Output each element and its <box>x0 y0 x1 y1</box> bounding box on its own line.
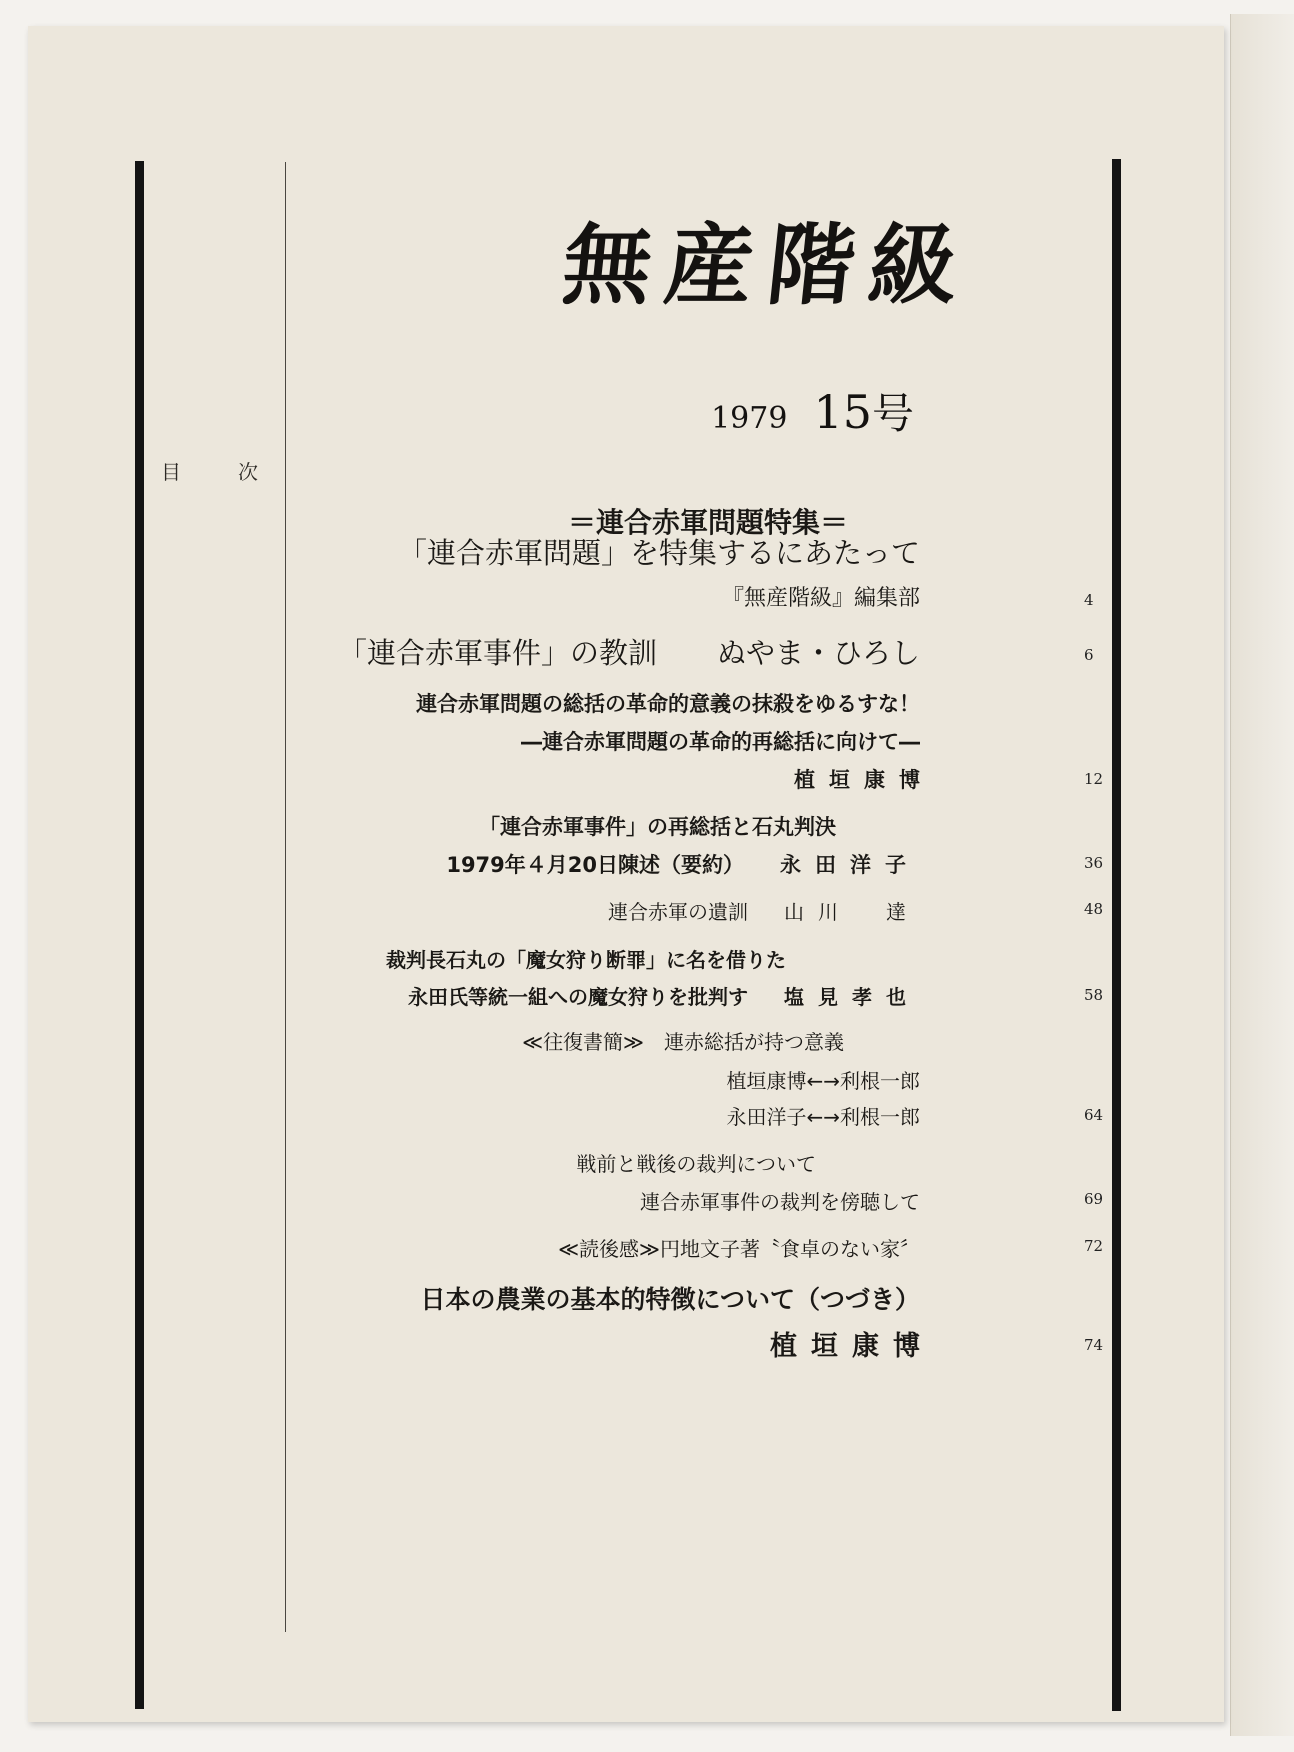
toc-entry <box>338 631 920 672</box>
toc-entry-author: 永田洋子←→利根一郎 <box>726 1105 920 1129</box>
toc-entry-subtitle: ―連合赤軍問題の革命的再総括に向けて― <box>521 730 920 754</box>
toc-entry-author: 永田洋子 <box>780 853 920 877</box>
toc-page-number: 74 <box>1084 1336 1104 1354</box>
contents-label-char: 目 <box>161 460 181 484</box>
issue-year: 1979 <box>711 401 788 436</box>
toc-entry-title: ≪読後感≫円地文子著〝食卓のない家〞 <box>558 1237 920 1261</box>
toc-entry <box>608 896 920 925</box>
toc-page-number: 12 <box>1084 770 1104 788</box>
toc-entry-title: 裁判長石丸の「魔女狩り断罪」に名を借りた <box>386 948 786 972</box>
issue-number: 15 <box>813 385 872 439</box>
toc-entry-title: 連合赤軍の遺訓 <box>608 900 748 924</box>
toc-page-number: 6 <box>1084 646 1094 664</box>
toc-page-number: 58 <box>1084 986 1104 1004</box>
next-page-edge <box>1230 14 1294 1736</box>
toc-entry-author: 塩見孝也 <box>784 985 920 1009</box>
toc-entry-title: 戦前と戦後の裁判について <box>576 1152 816 1176</box>
toc-page-number: 64 <box>1084 1106 1104 1124</box>
issue-suffix: 号 <box>871 389 914 438</box>
toc-page-number: 69 <box>1084 1190 1104 1208</box>
toc-entry-title: 「連合赤軍問題」を特集するにあたって <box>397 536 920 570</box>
toc-entry-author: 『無産階級』編集部 <box>721 586 920 611</box>
toc-entry-title: 連合赤軍問題の総括の革命的意義の抹殺をゆるすな！ <box>416 692 920 716</box>
toc-entry-author: 植垣康博 <box>770 1331 934 1362</box>
divider-line <box>285 162 286 1632</box>
left-border-bar <box>135 161 144 1709</box>
toc-entry-subtitle: 連合赤軍事件の裁判を傍聴して <box>640 1190 920 1214</box>
magazine-title: 無産階級 <box>557 213 977 317</box>
toc-entry-title: ≪往復書簡≫ 連赤総括が持つ意義 <box>522 1030 844 1054</box>
right-border-bar <box>1112 159 1121 1711</box>
toc-entry-author: ぬやま・ひろし <box>716 636 920 670</box>
issue-info <box>711 381 914 441</box>
toc-entry-title: 「連合赤軍事件」の再総括と石丸判決 <box>479 815 836 839</box>
toc-entry-author: 植垣康博 <box>794 768 934 792</box>
toc-page-number: 48 <box>1084 900 1104 918</box>
toc-page-number: 36 <box>1084 854 1104 872</box>
toc-page-number: 72 <box>1084 1237 1104 1255</box>
toc-entry <box>446 849 920 879</box>
toc-entry-subtitle: 永田氏等統一組への魔女狩りを批判す <box>408 985 748 1009</box>
toc-entry-title: 日本の農業の基本的特徴について（つづき） <box>420 1285 920 1314</box>
toc-entry <box>408 981 920 1010</box>
toc-entry-subtitle: 1979年４月20日陳述（要約） <box>446 853 744 877</box>
document-page <box>28 26 1224 1722</box>
contents-label-char: 次 <box>238 460 258 484</box>
toc-entry-title: 「連合赤軍事件」の教訓 <box>337 636 657 670</box>
special-feature-heading: ＝連合赤軍問題特集＝ <box>568 506 849 539</box>
toc-page-number: 4 <box>1084 591 1094 609</box>
toc-entry-author: 山川 達 <box>784 900 920 924</box>
toc-entry-author: 植垣康博←→利根一郎 <box>726 1069 920 1093</box>
